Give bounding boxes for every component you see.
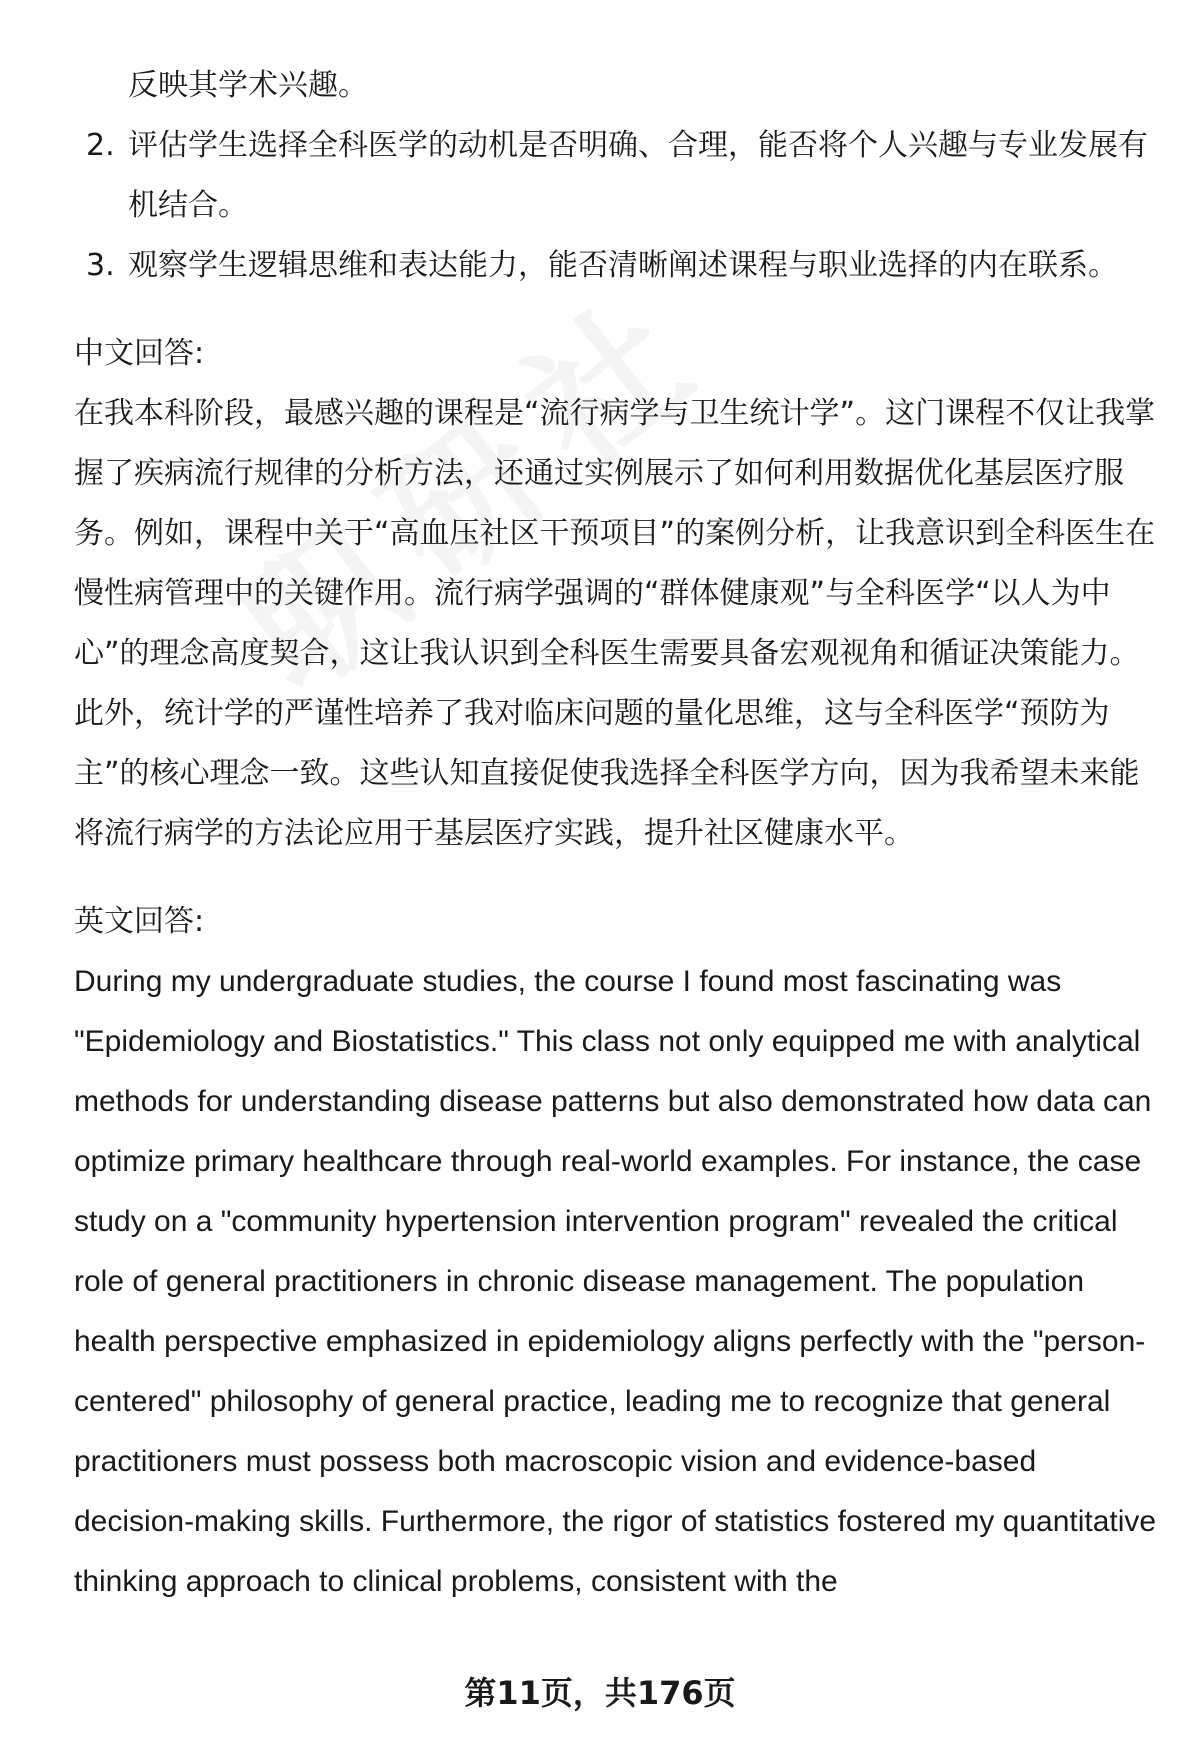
continuation-text: 反映其学术兴趣。	[128, 68, 368, 103]
list-item	[74, 116, 1164, 236]
page-footer: 第11页，共176页	[464, 1674, 736, 1712]
spacer	[74, 864, 1164, 892]
criteria-list	[74, 116, 1164, 296]
list-item-text: 观察学生逻辑思维和表达能力，能否清晰阐述课程与职业选择的内在联系。	[128, 248, 1118, 283]
page-content	[74, 56, 1164, 1612]
list-number: 3.	[86, 248, 115, 283]
spacer	[74, 296, 1164, 324]
chinese-answer-heading: 中文回答:	[74, 336, 205, 371]
list-item-text: 评估学生选择全科医学的动机是否明确、合理，能否将个人兴趣与专业发展有机结合。	[128, 128, 1148, 223]
list-number: 2.	[86, 128, 115, 163]
list-item	[74, 236, 1164, 296]
english-answer-heading: 英文回答:	[74, 904, 205, 939]
english-answer-body: During my undergraduate studies, the course I found most fascinating was "Epidemiology and Biostatistics." This class not only equipped me with analytical methods for understanding disease patterns but also demonstrated how data can optimize primary healthcare through real-world examples. For instance, the case study on a "community hypertension intervention program" revealed the critical role of general practitioners in chronic disease management. The population health perspective emphasized in epidemiology aligns perfectly with the "person-centered" philosophy of general practice, leading me to recognize that general practitioners must possess both macroscopic vision and evidence-based decision-making skills. Furthermore, the rigor of statistics fostered my quantitative thinking approach to clinical problems, consistent with the	[74, 965, 1157, 1598]
chinese-answer-body: 在我本科阶段，最感兴趣的课程是“流行病学与卫生统计学”。这门课程不仅让我掌握了疾病流行规律的分析方法，还通过实例展示了如何利用数据优化基层医疗服务。例如，课程中关于“高血压社区干预项目”的案例分析，让我意识到全科医生在慢性病管理中的关键作用。流行病学强调的“群体健康观”与全科医学“以人为中心”的理念高度契合，这让我认识到全科医生需要具备宏观视角和循证决策能力。此外，统计学的严谨性培养了我对临床问题的量化思维，这与全科医学“预防为主”的核心理念一致。这些认知直接促使我选择全科医学方向，因为我希望未来能将流行病学的方法论应用于基层医疗实践，提升社区健康水平。	[74, 396, 1156, 851]
